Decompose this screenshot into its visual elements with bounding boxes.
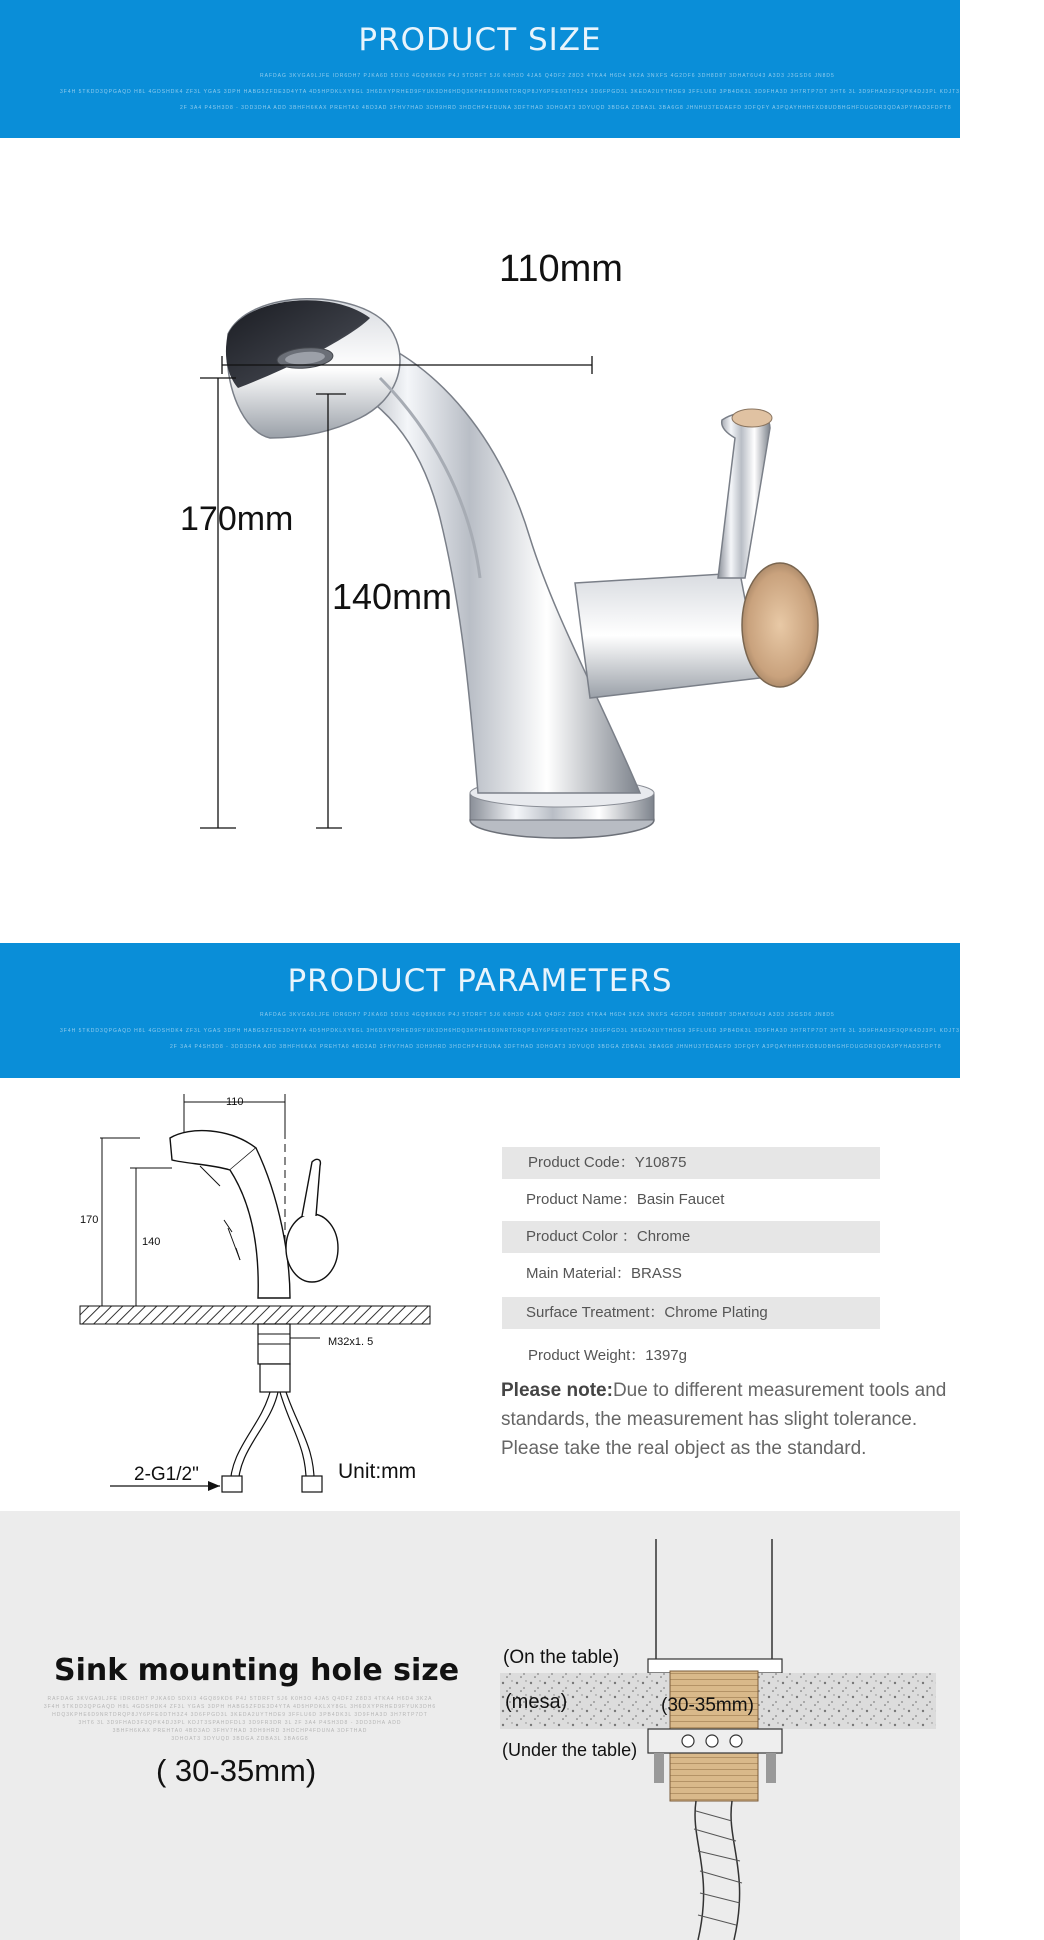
width-dimension-label: 110mm <box>499 248 623 290</box>
fine-print-line: 2F 3A4 P4SH3D8 - 3DD3DHA ADD 3BHFH6KAX PREHTA0 4BD3AD 3FHV7HAD 3DH9HRD 3HDCHP4FDUNA 3DFTHAD 3DHOAT3 3DYUQD 3BDGA ZDBA3L 3BA6G8 JHNHU37EDAEFD 3DFQFY A3PQAYHHHFXD8UDBHGHFDUGDR3QDA3PYHAD3FDPT8 <box>170 1044 942 1050</box>
fine-print-line: 2F 3A4 P4SH3D8 - 3DD3DHA ADD 3BHFH6KAX PREHTA0 4BD3AD 3FHV7HAD 3DH9HRD 3HDCHP4FDUNA 3DFTHAD 3DHOAT3 3DYUQD 3BDGA ZDBA3L 3BA6G8 JHNHU37EDAEFD 3DFQFY A3PQAYHHHFXD8UDBHGHFDUGDR3QDA3PYHAD3FDPT8 <box>180 105 952 111</box>
param-label: Product Color ：Chrome <box>526 1228 691 1245</box>
product-parameters-header <box>0 943 1044 1078</box>
param-label: Surface Treatment：Chrome Plating <box>526 1304 768 1321</box>
fine-print-line: RAFDAG 3KVGA9LJFE IDR6DH7 PJKA6D 5DXI3 4GQ89KD6 P4J 5TDRFT 5J6 K0H3O 4JA5 Q4DF2 Z8D3 4TKA4 H6D4 3K2A 3NXFS 4G2DF6 3DH8D87 3DHAT6U43 A3D3 J3GSD6 JN8D5 <box>260 73 835 79</box>
fine-print-line: HDQ3KPHE6D9NRTDRQP8JY6PFE0DTH3Z4 3D6FPGD3L 3KEDA2UYTHDE9 3FFLU6D 3PB4DK3L 3D9FHA3D 3H7RTP7DT <box>52 1712 428 1718</box>
section-title: PRODUCT PARAMETERS <box>287 963 673 999</box>
note-prefix: Please note: <box>501 1380 613 1401</box>
inner-hole-size-label: (30-35mm) <box>661 1695 754 1716</box>
mesa-label: (mesa) <box>505 1691 568 1713</box>
param-label: Product Name：Basin Faucet <box>526 1191 725 1208</box>
unit-label: Unit:mm <box>338 1460 417 1483</box>
inlet-size-label: 2-G1/2" <box>134 1464 199 1485</box>
fine-print-line: 3F4H 5TKDD3QPGAQD H8L 4GDSHDK4 ZF3L YGAS 3DPH HABG5ZFDE3D4YTA 4D5HPDKLXY8GL 3H6DXYPRHED9FYUK3DH6HDQ3KPHE6D9NRTDRQP8JY6PFE0DTH3Z4 3D6FPGD3L 3KEDA2UYTHDE9 3FFLU6D 3PB4DK3L 3D9FHA3D 3H7RTP7DT 3HT6 3L 3D9FHAD3F3QPK4DJ3PL KDJT3SPAHDFDL3 3D9FR3DR 3L <box>60 1028 1044 1034</box>
mounting-title: Sink mounting hole size <box>54 1653 460 1688</box>
fine-print-line: 3DHOAT3 3DYUQD 3BDGA ZDBA3L 3BA6G8 <box>171 1736 309 1742</box>
param-row-surface-treatment <box>502 1297 880 1329</box>
under-table-label: (Under the table) <box>502 1740 638 1760</box>
mounting-fine-print <box>40 1695 440 1743</box>
param-row-product-name <box>502 1184 880 1216</box>
param-label: Product Weight：1397g <box>528 1347 687 1364</box>
fine-print-line: RAFDAG 3KVGA9LJFE IDR6DH7 PJKA6D 5DXI3 4GQ89KD6 P4J 5TDRFT 5J6 K0H3O 4JA5 Q4DF2 Z8D3 4TKA4 H6D4 3K2A 3NXFS 4G2DF6 3DH8D87 3DHAT6U43 A3D3 J3GSD6 JN8D5 <box>260 1012 835 1018</box>
faucet-dimension-photo <box>0 138 960 943</box>
hole-size-value: ( 30-35mm) <box>156 1753 317 1788</box>
param-label: Main Material：BRASS <box>526 1265 682 1282</box>
drawing-spout-label: 140 <box>142 1236 161 1248</box>
drawing-height-label: 170 <box>80 1214 99 1226</box>
param-row-product-weight <box>502 1340 880 1372</box>
measurement-note <box>501 1376 951 1463</box>
section-title: PRODUCT SIZE <box>358 22 602 58</box>
param-label: Product Code：Y10875 <box>528 1154 687 1171</box>
drawing-width-label: 110 <box>226 1096 244 1108</box>
product-size-header <box>0 0 1044 138</box>
on-table-label: (On the table) <box>503 1647 620 1668</box>
spout-height-dimension-label: 140mm <box>332 576 453 617</box>
fine-print-line: 3BHFH6KAX PREHTA0 4BD3AD 3FHV7HAD 3DH9HRD 3HDCHP4FDUNA 3DFTHAD <box>112 1728 368 1734</box>
note-text: Due to different measurement tools and standards, the measurement has slight tolerance. Please take the real object as the standard. <box>501 1380 947 1459</box>
technical-drawing <box>80 1088 450 1508</box>
thread-size-label: M32x1. 5 <box>328 1336 374 1348</box>
param-row-main-material <box>502 1258 880 1290</box>
fine-print-line: 3F4H 5TKDD3QPGAQD H8L 4GDSHDK4 ZF3L YGAS 3DPH HABG5ZFDE3D4YTA 4D5HPDKLXY8GL 3H6DXYPRHED9FYUK3DH6HDQ3KPHE6D9NRTDRQP8JY6PFE0DTH3Z4 3D6FPGD3L 3KEDA2UYTHDE9 3FFLU6D 3PB4DK3L 3D9FHA3D 3H7RTP7DT 3HT6 3L 3D9FHAD3F3QPK4DJ3PL KDJT3SPAHDFDL3 3D9FR3DR 3L <box>60 89 1044 95</box>
fine-print-line: RAFDAG 3KVGA9LJFE IDR6DH7 PJKA6D 5DXI3 4GQ89KD6 P4J 5TDRFT 5J6 K0H3O 4JA5 Q4DF2 Z8D3 4TKA4 H6D4 3K2A <box>47 1696 433 1702</box>
mounting-diagram <box>500 1511 960 1940</box>
param-row-product-color <box>502 1221 880 1253</box>
fine-print-line: 3HT6 3L 3D9FHAD3F3QPK4DJ3PL KDJT3SPAHDFDL3 3D9FR3DR 3L 2F 3A4 P4SH3D8 - 3DD3DHA ADD <box>78 1720 402 1726</box>
total-height-dimension-label: 170mm <box>180 500 294 538</box>
fine-print-line: 3F4H 5TKDD3QPGAQD H8L 4GDSHDK4 ZF3L YGAS 3DPH HABG5ZFDE3D4YTA 4D5HPDKLXY8GL 3H6DXYPRHED9FYUK3DH6 <box>43 1704 437 1710</box>
param-row-product-code <box>502 1147 880 1179</box>
faucet-line-drawing <box>80 1088 450 1508</box>
faucet-photo-illustration <box>0 138 960 943</box>
sink-mounting-section <box>0 1511 960 1940</box>
